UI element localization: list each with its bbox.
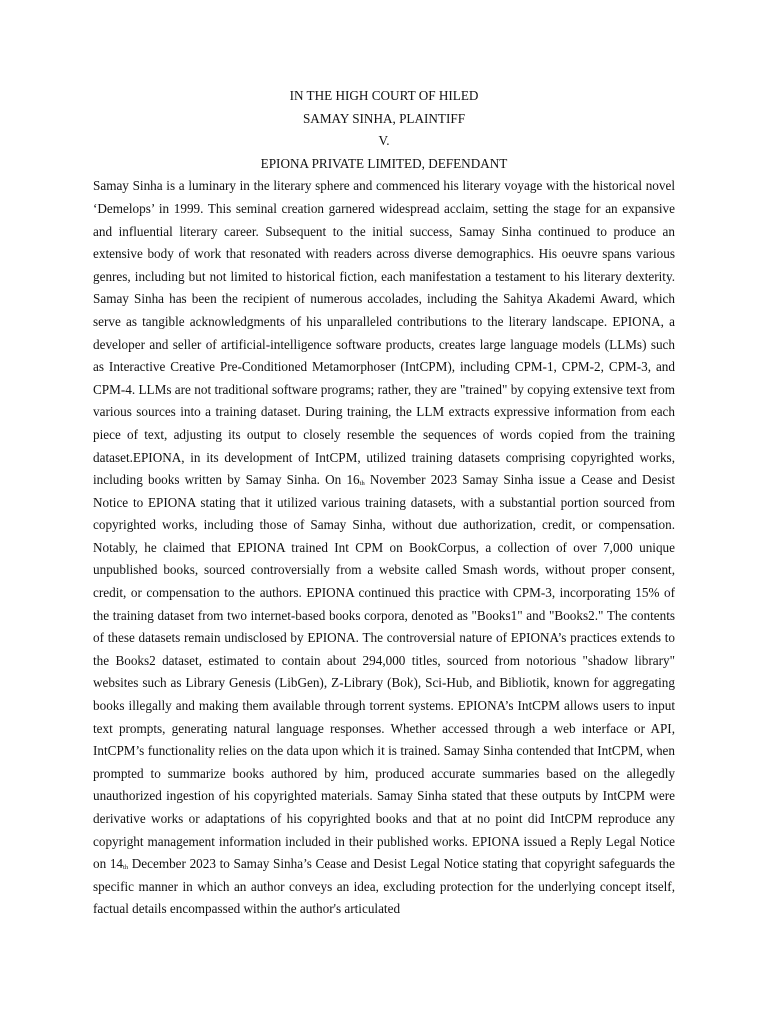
facts-paragraph: [93, 175, 675, 921]
ordinal-suffix: th: [123, 864, 129, 872]
facts-text-part-3: December 2023 to Samay Sinha’s Cease and Desist Legal Notice stating that copyright safeguards the specific manner in which an author conveys an idea, excluding protection for the underlying concept itself, factual details encompassed within the author's articulated: [93, 856, 676, 917]
case-heading: [93, 85, 675, 175]
plaintiff-line: SAMAY SINHA, PLAINTIFF: [302, 110, 466, 126]
facts-text-part-2: November 2023 Samay Sinha issue a Cease and Desist Notice to EPIONA stating that it utilized various training datasets, with a substantial portion sourced from copyrighted works, including those of Samay Sinha, without due authorization, credit, or compensation. Notably, he claimed that EPIONA trained Int CPM on BookCorpus, a collection of over 7,000 unique unpublished books, sourced controversially from a website called Smash words, without proper consent, credit, or compensation to the authors. EPIONA continued this practice with CPM-3, incorporating 15% of the training dataset from two internet-based books corpora, denoted as "Books1" and "Books2." The contents of these datasets remain undisclosed by EPIONA. The controversial nature of EPIONA’s practices extends to the Books2 dataset, estimated to contain about 294,000 titles, sourced from notorious "shadow library" websites such as Library Genesis (LibGen), Z-Library (Bok), Sci-Hub, and Bibliotik, known for aggregating books illegally and making them available through torrent systems. EPIONA’s IntCPM allows users to input text prompts, generating natural language responses. Whether accessed through a web interface or API, IntCPM’s functionality relies on the data upon which it is trained. Samay Sinha contended that IntCPM, when prompted to summarize books authored by him, produced accurate summaries based on the allegedly unauthorized ingestion of his copyrighted materials. Samay Sinha stated that these outputs by IntCPM were derivative works or adaptations of his copyrighted books and that at no point did IntCPM reproduce any copyright management information included in their published works. EPIONA issued a Reply Legal Notice on 14: [93, 472, 675, 872]
ordinal-suffix: th: [359, 480, 365, 488]
defendant-line: EPIONA PRIVATE LIMITED, DEFENDANT: [260, 155, 508, 171]
versus-line: V.: [378, 133, 390, 149]
facts-text-part-1: Samay Sinha is a luminary in the literary sphere and commenced his literary voyage with the historical novel ‘Demelops’ in 1999. This seminal creation garnered widespread acclaim, setting the stage for an expansive and influential literary career. Subsequent to the initial success, Samay Sinha continued to produce an extensive body of work that resonated with readers across diverse demographics. His oeuvre spans various genres, including but not limited to historical fiction, each manifestation a testament to his literary dexterity. Samay Sinha has been the recipient of numerous accolades, including the Sahitya Akademi Award, which serve as tangible acknowledgments of his unparalleled contributions to the literary landscape. EPIONA, a developer and seller of artificial-intelligence software products, creates large language models (LLMs) such as Interactive Creative Pre-Conditioned Metamorphoser (IntCPM), including CPM-1, CPM-2, CPM-3, and CPM-4. LLMs are not traditional software programs; rather, they are "trained" by copying extensive text from various sources into a training dataset. During training, the LLM extracts expressive information from each piece of text, adjusting its output to closely resemble the sequences of words copied from the training dataset.EPIONA, in its development of IntCPM, utilized training datasets comprising copyrighted works, including books written by Samay Sinha. On 16: [93, 178, 675, 488]
document-page: [93, 85, 675, 921]
court-name: IN THE HIGH COURT OF HILED: [289, 88, 479, 103]
